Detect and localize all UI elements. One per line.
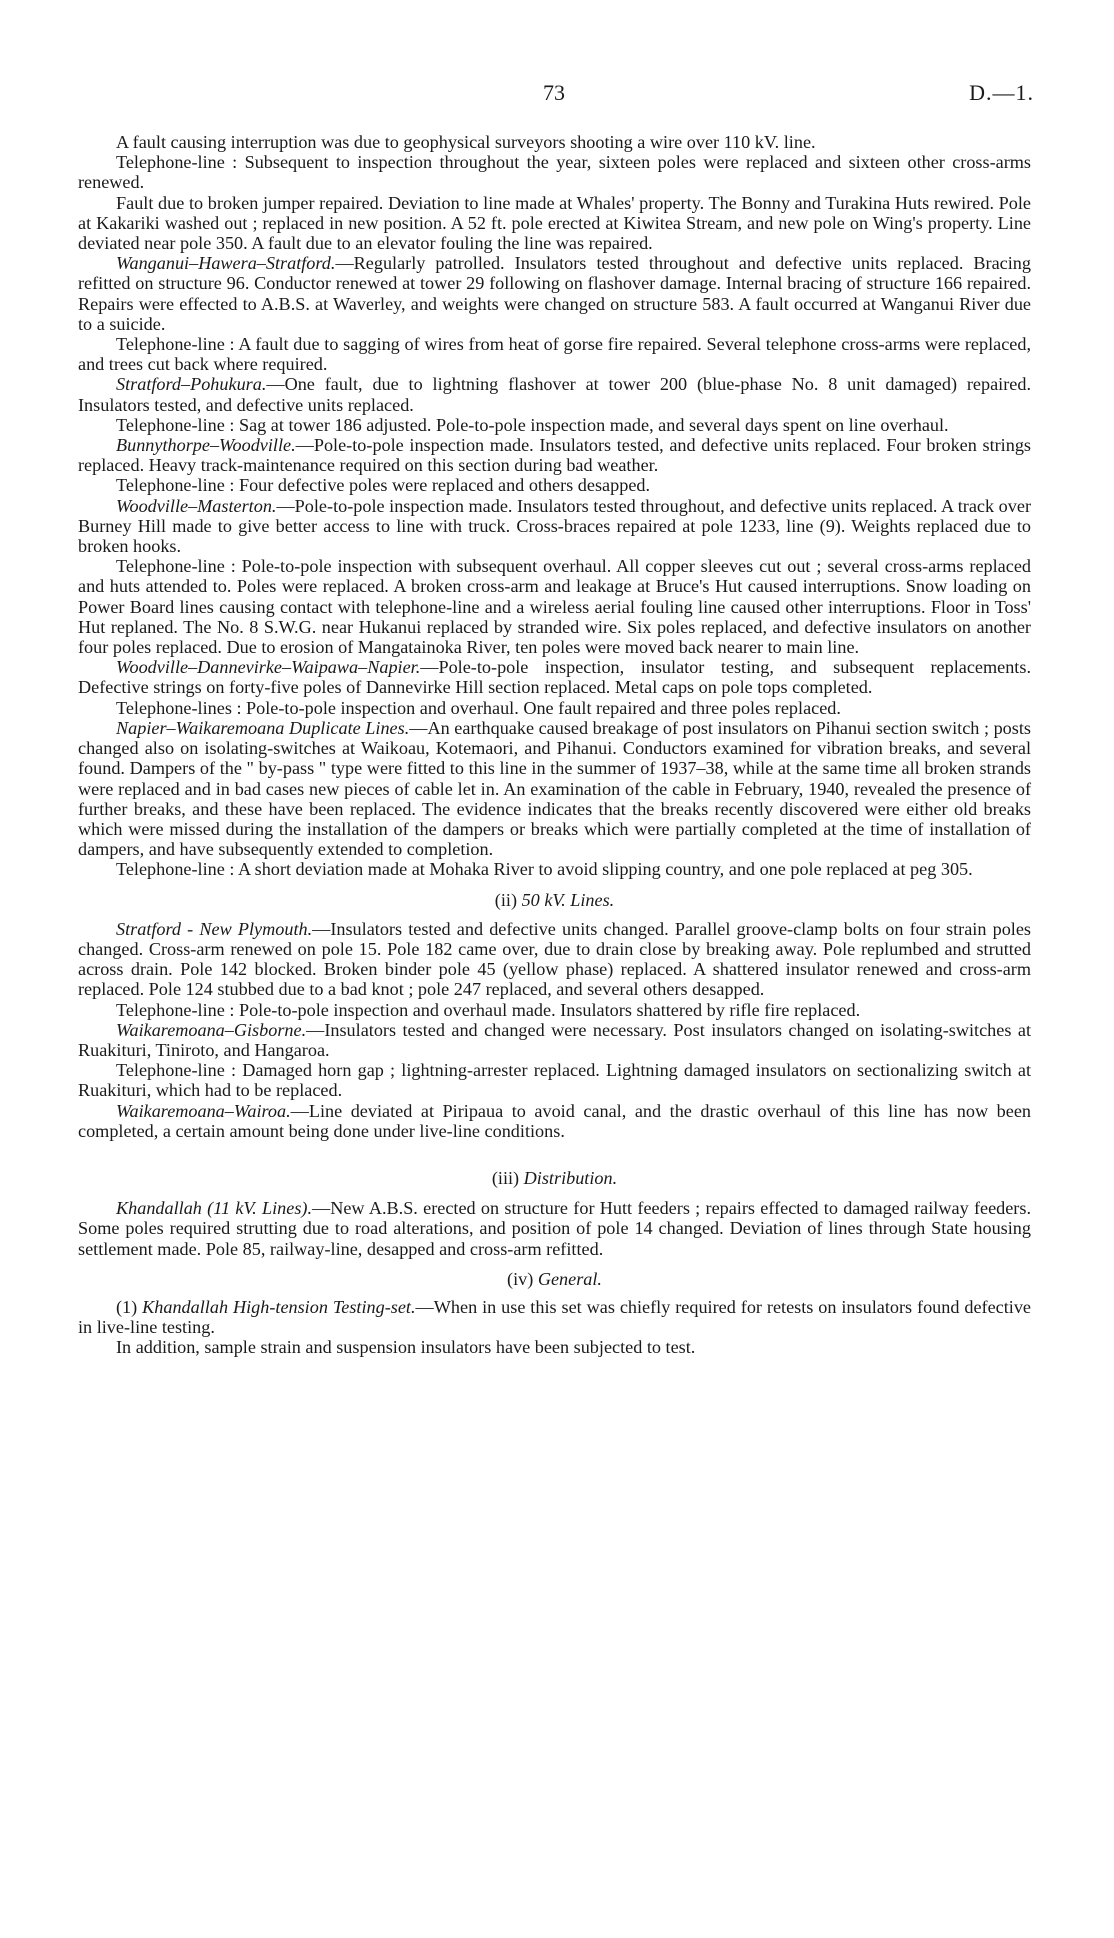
paragraph: Woodville–Dannevirke–Waipawa–Napier.—Pole-to-pole inspection, insulator testing, and subsequent replacements. Defective strings on forty-five poles of Dannevirke Hill section replaced. Metal caps on pole tops completed. [78, 657, 1031, 698]
page-header [0, 80, 1114, 110]
section-heading-50kv: (ii) 50 kV. Lines. [494, 889, 615, 910]
paragraph: Waikaremoana–Gisborne.—Insulators tested and changed were necessary. Post insulators changed on isolating-switches at Ruakituri, Tiniroto, and Hangaroa. [78, 1019, 1031, 1060]
section-lead: Wanganui–Hawera–Stratford. [116, 253, 336, 274]
paragraph: Fault due to broken jumper repaired. Deviation to line made at Whales' property. The Bonny and Turakina Huts rewired. Pole at Kakariki washed out ; replaced in new position. A 52 ft. pole erected at Kiwitea Stream, and new pole on Wing's property. Line deviated near pole 350. A fault due to an elevator fouling the line was repaired. [78, 192, 1031, 254]
paragraph: Telephone-line : Damaged horn gap ; lightning-arrester replaced. Lightning damaged insulators on sectionalizing switch at Ruakituri, which had to be replaced. [78, 1060, 1031, 1101]
section-lead: Woodville–Masterton. [116, 495, 277, 516]
document-reference: D.—1. [969, 80, 1034, 105]
paragraph: Woodville–Masterton.—Pole-to-pole inspection made. Insulators tested throughout, and defective units replaced. A track over Burney Hill made to give better access to line with truck. Cross-braces repaired at pole 1233, line (9). Weights replaced due to broken hooks. [78, 495, 1031, 557]
section-lead: Napier–Waikaremoana Duplicate Lines. [116, 717, 410, 738]
paragraph: In addition, sample strain and suspension insulators have been subjected to test. [116, 1337, 696, 1358]
section-lead: Khandallah (11 kV. Lines). [116, 1198, 313, 1219]
section-lead: Waikaremoana–Wairoa. [116, 1100, 291, 1121]
paragraph: Telephone-line : Pole-to-pole inspection with subsequent overhaul. All copper sleeves cut out ; several cross-arms replaced and huts attended to. Poles were replaced. A broken cross-arm and leakage at Bruce's Hut caused interruptions. Snow loading on Power Board lines causing contact with telephone-line and a wireless aerial fouling line caused other interruptions. Floor in Toss' Hut replaned. The No. 8 S.W.G. near Hukanui replaced by stranded wire. Six poles replaced, and defective insulators on another four poles replaced. Due to erosion of Mangatainoka River, ten poles were moved back nearer to main line. [78, 556, 1031, 658]
paragraph: Napier–Waikaremoana Duplicate Lines.—An earthquake caused breakage of post insulators on Pihanui section switch ; posts changed also on isolating-switches at Waikoau, Kotemaori, and Pihanui. Conductors examined for vibration breaks, and several found. Dampers of the " by-pass " type were fitted to this line in the summer of 1937–38, while at the same time all broken strands were replaced and in bad cases new pieces of cable let in. An examination of the cable in February, 1940, revealed the presence of further breaks, and these have been replaced. The evidence indicates that the breaks recently discovered were either old breaks which were missed during the installation of the dampers or breaks which were partially completed at the time of installation of dampers, and have subsequently extended to completion. [78, 717, 1031, 860]
paragraph: Telephone-line : Subsequent to inspection throughout the year, sixteen poles were replaced and sixteen other cross-arms renewed. [78, 152, 1031, 193]
paragraph: Telephone-lines : Pole-to-pole inspection and overhaul. One fault repaired and three poles replaced. [116, 697, 841, 718]
paragraph: Stratford - New Plymouth.—Insulators tested and defective units changed. Parallel groove-clamp bolts on four strain poles changed. Cross-arm renewed on pole 15. Pole 182 came over, due to drain close by breaking away. Pole replumbed and strutted across drain. Pole 142 blocked. Broken binder pole 45 (yellow phase) replaced. A shattered insulator renewed and cross-arm replaced. Pole 124 stubbed due to a bad knot ; pole 247 replaced, and several others desapped. [78, 918, 1031, 1000]
paragraph: (1) Khandallah High-tension Testing-set.—When in use this set was chiefly required for retests on insulators found defective in live-line testing. [78, 1296, 1032, 1338]
paragraph: Telephone-line : A fault due to sagging of wires from heat of gorse fire repaired. Several telephone cross-arms were replaced, and trees cut back where required. [78, 334, 1031, 375]
section-lead: Stratford - New Plymouth. [116, 918, 313, 939]
section-lead: Woodville–Dannevirke–Waipawa–Napier. [116, 657, 421, 678]
section-lead: Waikaremoana–Gisborne. [116, 1019, 307, 1040]
section-lead: Stratford–Pohukura. [116, 374, 267, 395]
paragraph: Waikaremoana–Wairoa.—Line deviated at Piripaua to avoid canal, and the drastic overhaul of this line has now been completed, a certain amount being done under live-line conditions. [78, 1100, 1031, 1141]
section-lead: Bunnythorpe–Woodville. [116, 435, 296, 456]
paragraph: Bunnythorpe–Woodville.—Pole-to-pole inspection made. Insulators tested, and defective units replaced. Four broken strings replaced. Heavy track-maintenance required on this section during bad weather. [78, 435, 1031, 476]
section-heading-distribution: (iii) Distribution. [491, 1167, 618, 1188]
paragraph: Telephone-line : Four defective poles were replaced and others desapped. [116, 475, 651, 496]
paragraph: Telephone-line : Sag at tower 186 adjusted. Pole-to-pole inspection made, and several days spent on line overhaul. [116, 414, 949, 435]
page-number: 73 [543, 80, 565, 105]
document-body [78, 132, 1031, 1358]
paragraph: Telephone-line : Pole-to-pole inspection and overhaul made. Insulators shattered by rifle fire replaced. [116, 999, 861, 1020]
paragraph: Stratford–Pohukura.—One fault, due to lightning flashover at tower 200 (blue-phase No. 8 unit damaged) repaired. Insulators tested, and defective units replaced. [78, 374, 1031, 415]
paragraph: A fault causing interruption was due to geophysical surveyors shooting a wire over 110 kV. line. [116, 132, 816, 152]
section-heading-general: (iv) General. [507, 1268, 602, 1289]
paragraph: Wanganui–Hawera–Stratford.—Regularly patrolled. Insulators tested throughout and defective units replaced. Bracing refitted on structure 96. Conductor renewed at tower 29 following on flashover damage. Internal bracing of structure 166 repaired. Repairs were effected to A.B.S. at Waverley, and weights were changed on structure 583. A fault occurred at Wanganui River due to a suicide. [78, 253, 1031, 334]
section-lead: Khandallah High-tension Testing-set. [142, 1296, 416, 1317]
paragraph: Khandallah (11 kV. Lines).—New A.B.S. erected on structure for Hutt feeders ; repairs effected to damaged railway feeders. Some poles required strutting due to road alterations, and position of pole 14 changed. Deviation of lines through State housing settlement made. Pole 85, railway-line, desapped and cross-arm refitted. [78, 1198, 1031, 1259]
paragraph: Telephone-line : A short deviation made at Mohaka River to avoid slipping country, and one pole replaced at peg 305. [116, 859, 973, 880]
